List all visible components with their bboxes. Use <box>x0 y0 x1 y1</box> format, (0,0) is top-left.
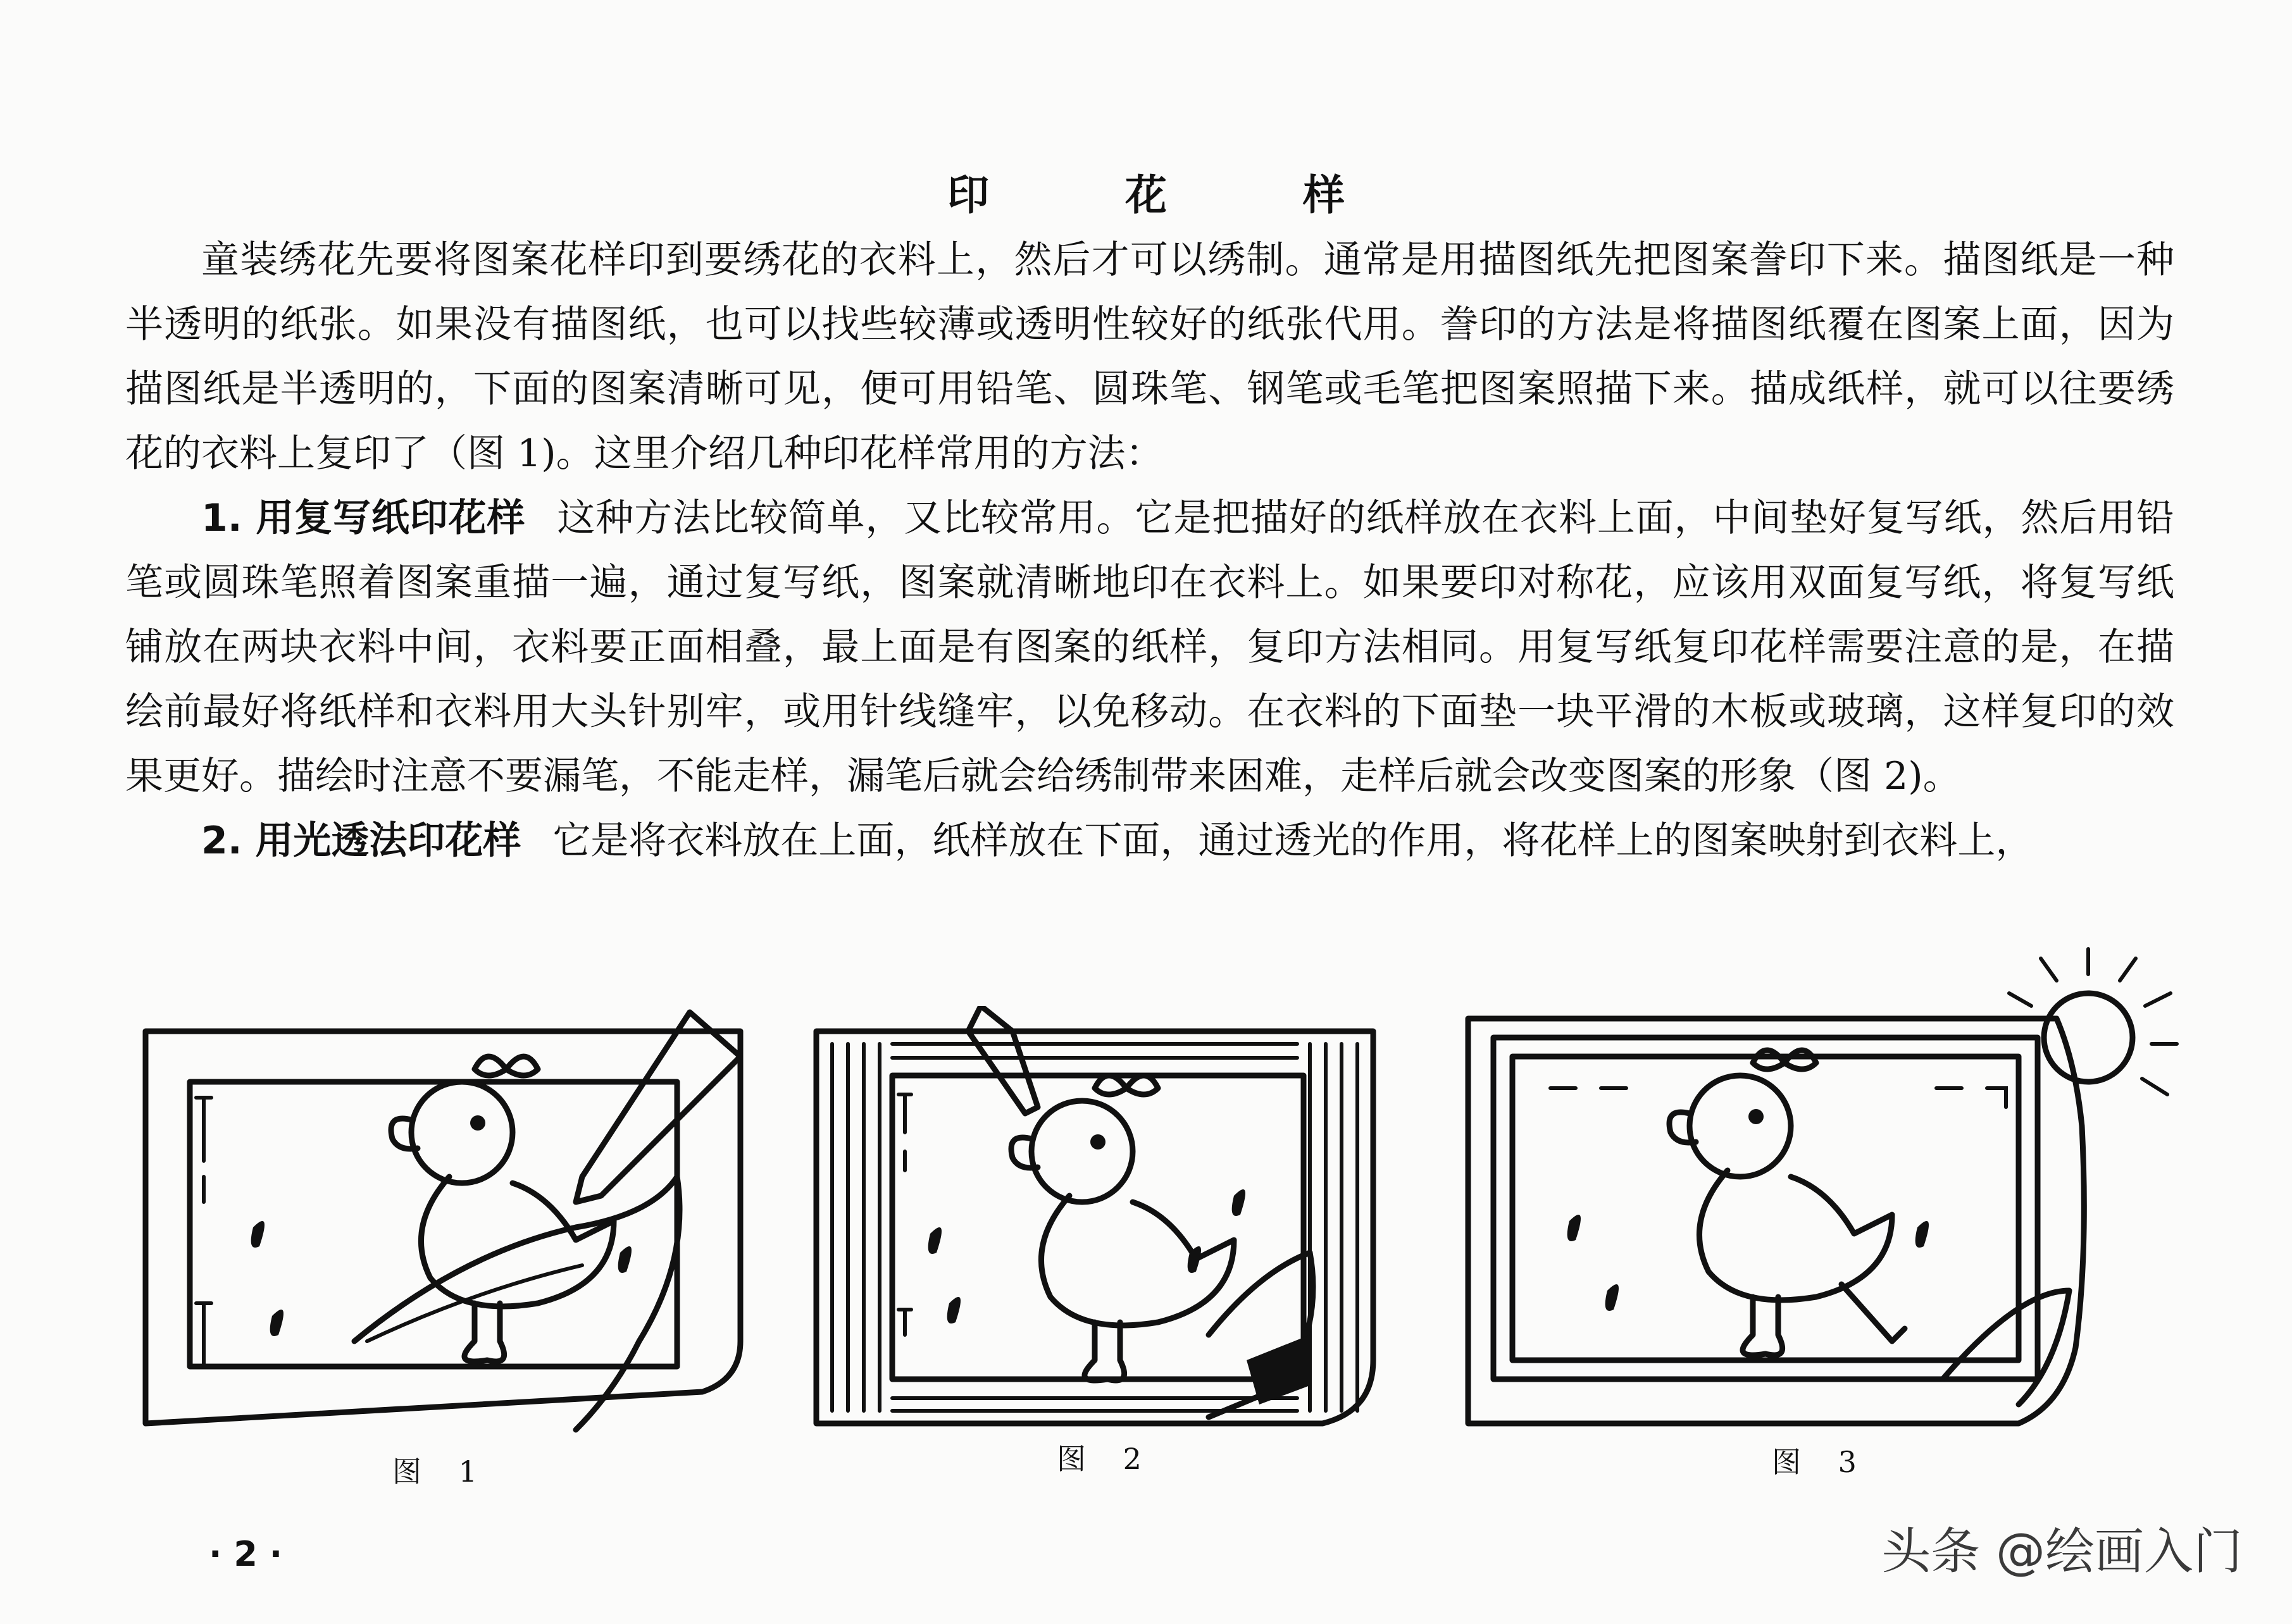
section-heading: 1. 用复写纸印花样 <box>201 496 526 540</box>
duckling-light-transfer-illustration <box>1449 936 2189 1430</box>
paragraph-text: 这种方法比较简单，又比较常用。它是把描好的纸样放在衣料上面，中间垫好复写纸，然后用铅笔或圆珠笔照着图案重描一遍，通过复写纸，图案就清晰地印在衣料上。如果要印对称花，应该用双面复写纸，将复写纸铺放在两块衣料中间，衣料要正面相叠，最上面是有图案的纸样，复印方法相同。用复写纸复印花样需要注意的是，在描绘前最好将纸样和衣料用大头针别牢，或用针线缝牢，以免移动。在衣料的下面垫一块平滑的木板或玻璃，这样复印的效果更好。描绘时注意不要漏笔，不能走样，漏笔后就会给绣制带来困难，走样后就会改变图案的形象（图 2)。 <box>125 496 2175 798</box>
paragraph-text: 童装绣花先要将图案花样印到要绣花的衣料上，然后才可以绣制。通常是用描图纸先把图案誊印下来。描图纸是一种半透明的纸张。如果没有描图纸，也可以找些较薄或透明性较好的纸张代用。誊印的方法是将描图纸覆在图案上面，因为描图纸是半透明的，下面的图案清晰可见，便可用铅笔、圆珠笔、钢笔或毛笔把图案照描下来。描成纸样，就可以往要绣花的衣料上复印了（图 1)。这里介绍几种印花样常用的方法： <box>125 238 2174 476</box>
duckling-carbon-paper-illustration <box>804 1006 1386 1436</box>
paragraph <box>125 486 2174 809</box>
figure-1-illustration <box>133 987 766 1442</box>
figure-2-caption: 图 2 <box>1057 1442 1155 1476</box>
source-watermark: 头条 @绘画入门 <box>1881 1523 2243 1580</box>
page-number: · 2 · <box>209 1534 283 1574</box>
paragraph <box>125 228 2174 486</box>
figure-2-illustration <box>804 1006 1386 1436</box>
figure-3-illustration <box>1449 936 2189 1430</box>
figure-1-caption: 图 1 <box>392 1454 491 1489</box>
article-body <box>125 228 2174 873</box>
section-heading: 2. 用光透法印花样 <box>201 819 521 863</box>
page-title: 印 花 样 <box>947 171 1405 220</box>
paragraph <box>125 809 2174 873</box>
paragraph-text: 它是将衣料放在上面，纸样放在下面，通过透光的作用，将花样上的图案映射到衣料上， <box>552 819 2034 863</box>
figure-3-caption: 图 3 <box>1772 1445 1871 1479</box>
duckling-tracing-paper-illustration <box>133 987 766 1442</box>
